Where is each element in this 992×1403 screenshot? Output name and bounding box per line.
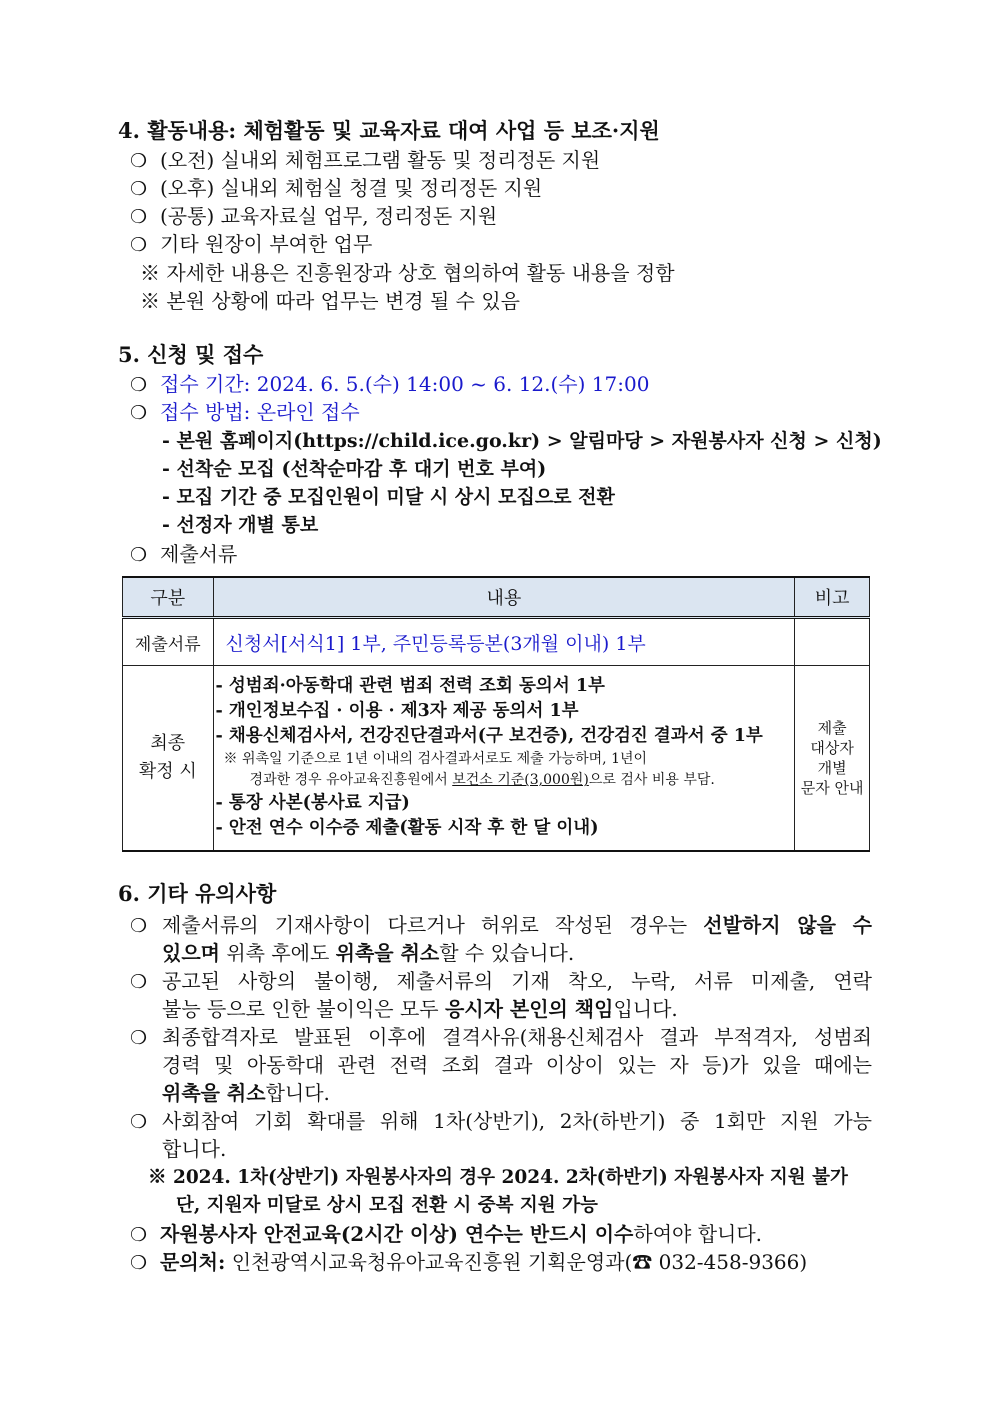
contact-label: 문의처: — [160, 1250, 226, 1274]
section6-p1-line2 — [162, 939, 574, 967]
contact-text: 인천광역시교육청유아교육진흥원 기획운영과(☎ 032-458-9366) — [225, 1250, 808, 1274]
section6-note: ※ 2024. 1차(상반기) 자원봉사자의 경우 2024. 2차(하반기) 자원봉사자 지원 불가 — [148, 1167, 848, 1188]
p-text: 합니다. — [265, 1081, 330, 1105]
row1-label: 제출서류 — [123, 618, 214, 666]
p-bold-text: 선발하지 않을 수 — [703, 913, 872, 937]
p-text: 제출서류의 기재사항이 다르거나 허위로 작성된 경우는 — [162, 913, 704, 937]
table-row — [123, 618, 870, 666]
section5-docs-label — [130, 540, 237, 569]
section5-sub-item: - 선정자 개별 통보 — [162, 514, 319, 536]
header-category: 구분 — [123, 577, 214, 618]
bullet-icon: ❍ — [130, 374, 148, 396]
section6-p3-line3 — [162, 1079, 330, 1107]
bullet-icon: ❍ — [130, 1224, 148, 1246]
section6-title: 6. 기타 유의사항 — [118, 881, 277, 906]
p-bold-text: 있으며 — [162, 941, 220, 965]
row2-note — [795, 666, 870, 851]
p-bold-text: 위촉을 취소 — [162, 1081, 266, 1105]
table-row — [123, 666, 870, 851]
section5-title: 5. 신청 및 접수 — [118, 342, 264, 367]
section5-period — [130, 370, 649, 399]
row2-content — [213, 666, 795, 851]
section6-p4-line1: 사회참여 기회 확대를 위해 1차(상반기), 2차(하반기) 중 1회만 지원 가능 — [162, 1109, 872, 1133]
row2-line: - 안전 연수 이수증 제출(활동 시작 후 한 달 이내) — [215, 818, 599, 839]
row2-label — [123, 666, 214, 851]
section6-p3-line1: 최종합격자로 발표된 이후에 결격사유(채용신체검사 결과 부적격자, 성범죄 — [162, 1025, 872, 1049]
p-bold-text: 응시자 본인의 책임 — [444, 997, 614, 1021]
bullet-icon: ❍ — [130, 234, 148, 256]
section4-note: ※ 자세한 내용은 진흥원장과 상호 협의하여 활동 내용을 정함 — [140, 261, 675, 285]
section5-sub-item: - 선착순 모집 (선착순마감 후 대기 번호 부여) — [162, 458, 547, 480]
section6-bullet — [130, 1107, 160, 1136]
section6-note: 단, 지원자 미달로 상시 모집 전환 시 중복 지원 가능 — [176, 1195, 598, 1216]
section6-p2-line2 — [162, 995, 678, 1023]
row2-note-line: 제출 — [817, 718, 847, 737]
row2-note-line: 대상자 — [810, 738, 854, 757]
p-text: 입니다. — [613, 997, 678, 1021]
section5-method — [130, 398, 360, 427]
section6-bullet — [130, 1023, 160, 1052]
p-text: 위촉 후에도 — [219, 941, 336, 965]
header-remark: 비고 — [795, 577, 870, 618]
bullet-icon: ❍ — [130, 971, 148, 993]
row2-line: - 개인정보수집 · 이용 · 제3자 제공 동의서 1부 — [215, 701, 579, 722]
row2-label-line: 확정 시 — [138, 760, 197, 782]
note-text: 경과한 경우 유아교육진흥원에서 — [249, 772, 453, 789]
item-text: (오전) 실내외 체험프로그램 활동 및 정리정돈 지원 — [160, 148, 601, 172]
row2-line: - 성범죄·아동학대 관련 범죄 전력 조회 동의서 1부 — [215, 676, 605, 697]
item-text: (공통) 교육자료실 업무, 정리정돈 지원 — [160, 204, 498, 228]
section6-p3-line2: 경력 및 아동학대 관련 전력 조회 결과 이상이 있는 자 등)가 있을 때에는 — [162, 1053, 872, 1077]
item-text: (오후) 실내외 체험실 청결 및 정리정돈 지원 — [160, 176, 543, 200]
row2-small-note — [214, 770, 795, 791]
section4-title: 4. 활동내용: 체험활동 및 교육자료 대여 사업 등 보조·지원 — [118, 118, 660, 143]
section6-p2-line1: 공고된 사항의 불이행, 제출서류의 기재 착오, 누락, 서류 미제출, 연락 — [162, 969, 872, 993]
p-text: 하여야 합니다. — [633, 1222, 763, 1246]
p-text: 할 수 있습니다. — [439, 941, 575, 965]
bullet-icon: ❍ — [130, 206, 148, 228]
section6-bullet — [130, 911, 160, 940]
row2-small-note: ※ 위촉일 기준으로 1년 이내의 검사결과서로도 제출 가능하며, 1년이 — [223, 751, 648, 768]
section4-item — [130, 146, 600, 175]
p-bold-text: 위촉을 취소 — [335, 941, 440, 965]
row1-content: 신청서[서식1] 1부, 주민등록등본(3개월 이내) 1부 — [213, 618, 795, 666]
section5-sub-item: - 본원 홈페이지(https://child.ice.go.kr) > 알림마당 > 자원봉사자 신청 > 신청) — [162, 430, 882, 452]
item-text: 기타 원장이 부여한 업무 — [160, 232, 373, 256]
section6-contact — [130, 1248, 807, 1277]
bullet-icon: ❍ — [130, 1111, 148, 1133]
bullet-icon: ❍ — [130, 1252, 148, 1274]
section6-p5 — [130, 1220, 762, 1249]
bullet-icon: ❍ — [130, 178, 148, 200]
section6-bullet — [130, 967, 160, 996]
row2-label-line: 최종 — [150, 732, 186, 754]
section6-p4-line2: 합니다. — [162, 1137, 227, 1161]
section4-item — [130, 174, 542, 203]
bullet-icon: ❍ — [130, 402, 148, 424]
p-text: 불능 등으로 인한 불이익은 모두 — [162, 997, 445, 1021]
table-header-row — [123, 577, 870, 618]
bullet-icon: ❍ — [130, 544, 148, 566]
row2-line: - 채용신체검사서, 건강진단결과서(구 보건증), 건강검진 결과서 중 1부 — [215, 726, 763, 747]
row2-note-line: 문자 안내 — [800, 778, 864, 797]
bullet-icon: ❍ — [130, 1027, 148, 1049]
section4-item — [130, 202, 497, 231]
p-bold-text: 자원봉사자 안전교육(2시간 이상) 연수는 반드시 이수 — [160, 1222, 634, 1246]
section4-item — [130, 230, 372, 259]
bullet-icon: ❍ — [130, 150, 148, 172]
section6-p1-line1 — [162, 911, 872, 939]
note-underlined-text: 보건소 기준(3,000원) — [452, 772, 589, 789]
section5-sub-item: - 모집 기간 중 모집인원이 미달 시 상시 모집으로 전환 — [162, 486, 615, 508]
row2-note-line: 개별 — [817, 758, 847, 777]
period-text: 접수 기간: 2024. 6. 5.(수) 14:00 ~ 6. 12.(수) 17:00 — [160, 372, 650, 396]
note-text: 으로 검사 비용 부담. — [588, 772, 715, 789]
docs-label-text: 제출서류 — [160, 542, 238, 566]
header-content: 내용 — [213, 577, 795, 618]
section4-note: ※ 본원 상황에 따라 업무는 변경 될 수 있음 — [140, 289, 520, 313]
row1-note — [795, 618, 870, 666]
bullet-icon: ❍ — [130, 915, 148, 937]
row2-line: - 통장 사본(봉사료 지급) — [215, 793, 410, 814]
method-text: 접수 방법: 온라인 접수 — [160, 400, 360, 424]
submission-table — [122, 576, 870, 852]
